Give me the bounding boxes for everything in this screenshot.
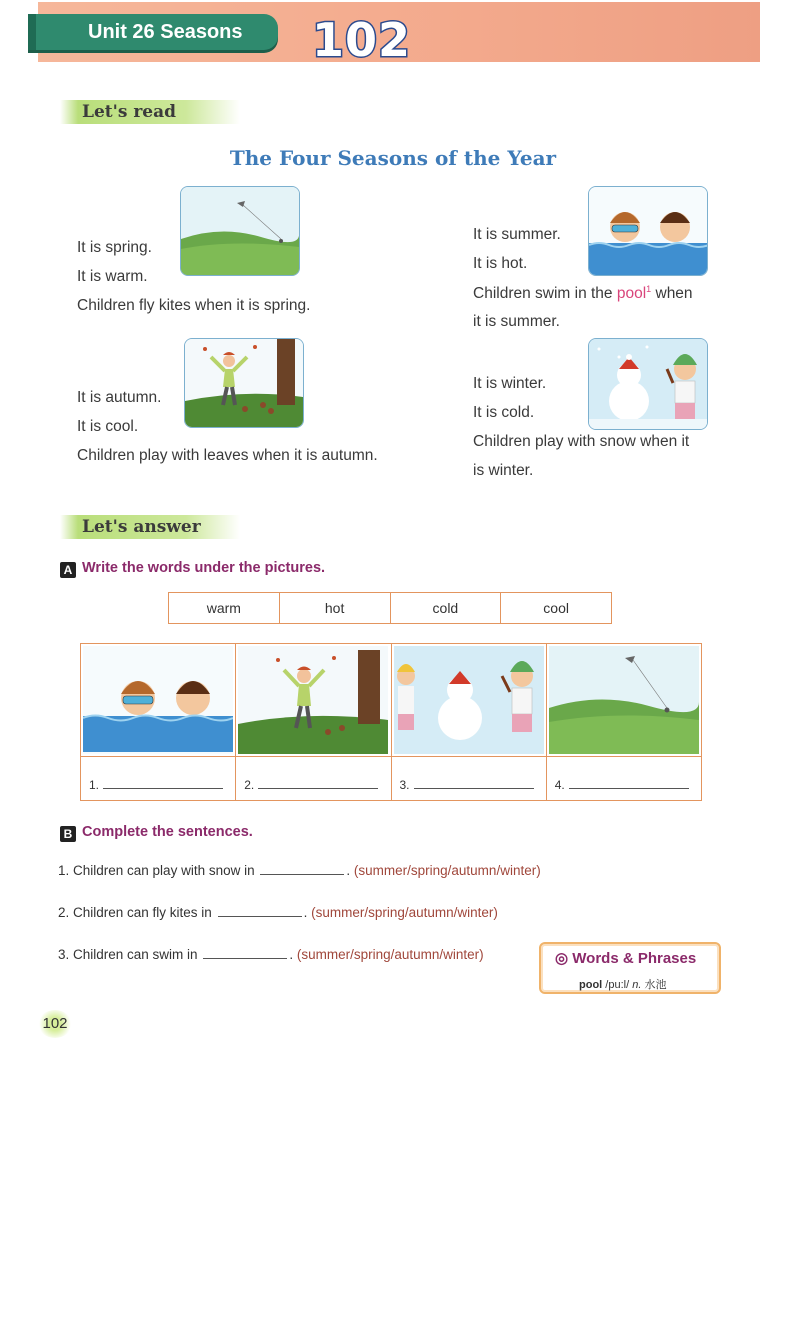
sentence-1-blank[interactable] <box>260 866 344 875</box>
leaves-tree-picture <box>238 646 388 754</box>
footer-page-number: 102 <box>38 1010 72 1038</box>
spring-line-2: It is warm. <box>77 268 148 285</box>
spring-picture <box>180 186 300 276</box>
lets-answer-banner: Let's answer <box>60 515 240 539</box>
pool-word: pool <box>616 285 647 303</box>
part-a-letter: A <box>60 562 76 578</box>
unit-title-tab: Unit 26 Seasons <box>28 14 278 50</box>
word-bank-table <box>168 592 612 624</box>
header-page-number: 102 <box>312 13 412 67</box>
part-b-heading: B Complete the sentences. <box>60 824 253 842</box>
lets-read-banner: Let's read <box>60 100 240 124</box>
sentence-3: 3. Children can swim in . (summer/spring/autumn/winter) <box>58 947 484 962</box>
vocab-entry: pool /pu:l/ n. 水池 <box>579 979 667 991</box>
answer-blank-3[interactable]: 3. <box>400 778 534 792</box>
part-a-heading: A Write the words under the pictures. <box>60 560 325 578</box>
answer-blank-1[interactable]: 1. <box>89 778 223 792</box>
snowman-picture <box>394 646 544 754</box>
word-bank-cell: cold <box>391 593 502 623</box>
autumn-picture <box>184 338 304 428</box>
winter-line-1: It is winter. <box>473 375 547 392</box>
picture-answer-grid <box>80 643 702 801</box>
word-bank-cell: hot <box>280 593 391 623</box>
word-bank-cell: cool <box>543 600 569 616</box>
kite-field-picture <box>549 646 699 754</box>
target-icon: ◎ <box>555 950 569 967</box>
winter-line-3: Children play with snow when it <box>473 433 690 450</box>
winter-line-2: It is cold. <box>473 404 535 421</box>
part-b-letter: B <box>60 826 76 842</box>
answer-cell-4 <box>547 644 701 800</box>
answer-blank-2[interactable]: 2. <box>244 778 378 792</box>
summer-picture <box>588 186 708 276</box>
winter-picture <box>588 338 708 430</box>
sentence-3-blank[interactable] <box>203 950 287 959</box>
story-title: The Four Seasons of the Year <box>229 146 557 170</box>
answer-cell-1 <box>81 644 236 800</box>
swimming-kids-picture <box>83 646 233 754</box>
answer-blank-4[interactable]: 4. <box>555 778 689 792</box>
words-phrases-title: ◎ Words & Phrases <box>555 950 697 967</box>
spring-line-3: Children fly kites when it is spring. <box>77 297 311 314</box>
words-phrases-box <box>539 942 721 994</box>
word-bank-cell: warm <box>169 593 280 623</box>
summer-line-2: It is hot. <box>473 255 528 272</box>
spring-line-1: It is spring. <box>77 239 152 256</box>
autumn-line-2: It is cool. <box>77 418 139 435</box>
answer-cell-2 <box>236 644 391 800</box>
answer-cell-3 <box>392 644 547 800</box>
summer-line-1: It is summer. <box>473 226 561 243</box>
sentence-2: 2. Children can fly kites in . (summer/spring/autumn/winter) <box>58 905 498 920</box>
sentence-2-blank[interactable] <box>218 908 302 917</box>
sentence-1: 1. Children can play with snow in . (summer/spring/autumn/winter) <box>58 863 541 878</box>
summer-line-4: it is summer. <box>473 313 560 330</box>
winter-line-4: is winter. <box>473 462 534 479</box>
autumn-line-1: It is autumn. <box>77 389 162 406</box>
autumn-line-3: Children play with leaves when it is autumn. <box>77 447 378 464</box>
summer-line-3: Children swim in the pool$^1$ when <box>473 284 693 303</box>
